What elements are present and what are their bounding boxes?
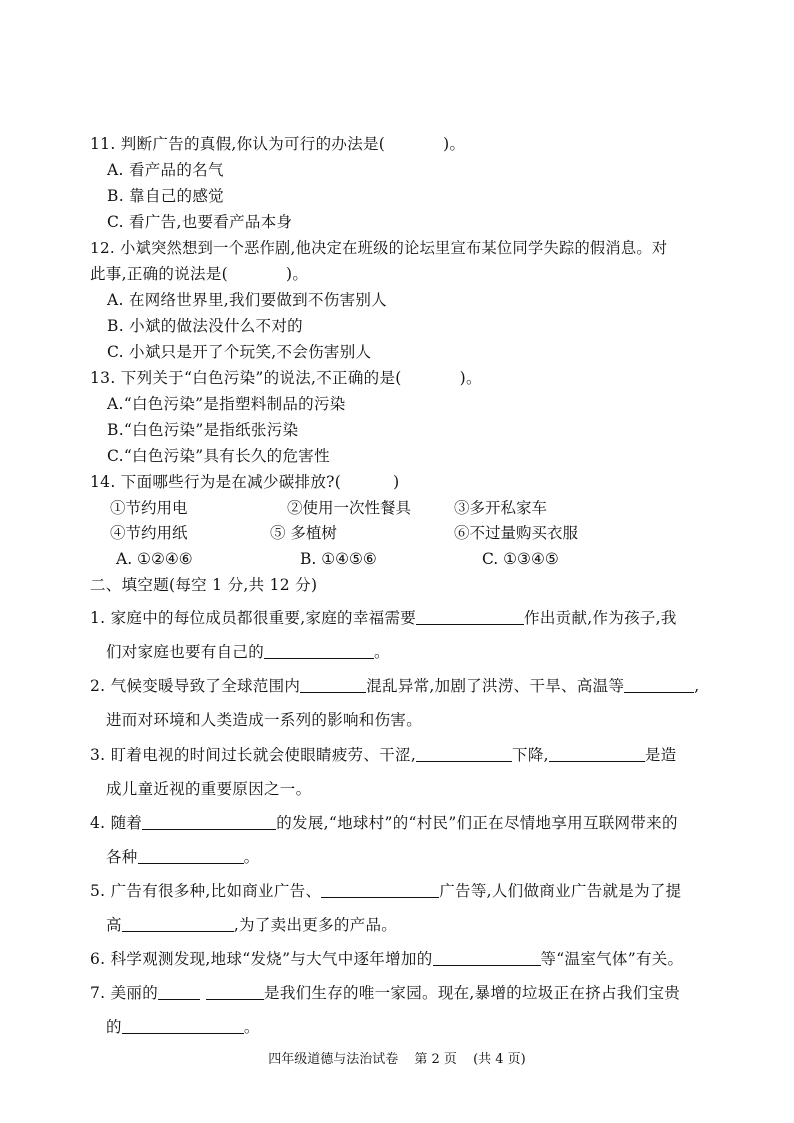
answer-blank[interactable] xyxy=(264,642,374,659)
q12-stem-close: )。 xyxy=(285,265,309,283)
fill-question-3-line1 xyxy=(90,744,676,766)
fill-question-6-line1 xyxy=(90,948,683,970)
q14-stem-text: 14. 下面哪些行为是在减少碳排放?( xyxy=(90,473,342,491)
q11-stem-close: )。 xyxy=(443,135,466,153)
q14-items-row-2 xyxy=(0,522,794,544)
fill-text: 5. 广告有很多种,比如商业广告、 xyxy=(90,882,322,900)
q12-option-a: A. 在网络世界里,我们要做到不伤害别人 xyxy=(107,291,387,309)
fill-text: , xyxy=(694,677,700,695)
q13-stem-text: 13. 下列关于“白色污染”的说法,不正确的是( xyxy=(90,369,402,387)
fill-text: 。 xyxy=(243,1018,260,1036)
q14-option-a: A. ①②④⑥ xyxy=(116,550,193,568)
answer-blank[interactable] xyxy=(321,881,439,898)
q12-stem-text: 此事,正确的说法是( xyxy=(90,265,228,283)
q14-item-2: ②使用一次性餐具 xyxy=(287,499,412,517)
fill-text: 3. 盯着电视的时间过长就会使眼睛疲劳、干涩, xyxy=(90,746,417,764)
answer-blank[interactable] xyxy=(624,676,694,693)
q13-option-a: A.“白色污染”是指塑料制品的污染 xyxy=(107,395,346,413)
page-footer xyxy=(0,1048,794,1067)
answer-blank[interactable] xyxy=(138,847,244,864)
fill-text: 各种 xyxy=(106,848,138,866)
answer-blank[interactable] xyxy=(142,813,276,830)
fill-text: 的发展,“地球村”的“村民”们正在尽情地享用互联网带来的 xyxy=(276,814,678,832)
q13-option-c: C.“白色污染”具有长久的危害性 xyxy=(107,447,330,465)
q12-option-b: B. 小斌的做法没什么不对的 xyxy=(107,317,303,335)
q14-item-5: ⑤ 多植树 xyxy=(270,524,337,542)
fill-question-4-line2 xyxy=(106,846,259,868)
q11-option-c: C. 看广告,也要看产品本身 xyxy=(107,213,293,231)
fill-text: 高 xyxy=(106,916,122,934)
fill-text: 1. 家庭中的每位成员都很重要,家庭的幸福需要 xyxy=(90,609,417,627)
q11-option-b: B. 靠自己的感觉 xyxy=(107,187,224,205)
fill-text: 们对家庭也要有自己的 xyxy=(106,643,265,661)
answer-blank[interactable] xyxy=(158,983,200,1000)
footer-page-number: 第 2 页 xyxy=(414,1052,457,1067)
footer-total-pages: (共 4 页) xyxy=(473,1052,526,1067)
fill-text: 是我们生存的唯一家园。现在,暴增的垃圾正在挤占我们宝贵 xyxy=(264,984,681,1002)
question-14-stem xyxy=(90,471,400,493)
q11-stem-text: 11. 判断广告的真假,你认为可行的办法是( xyxy=(90,135,386,153)
fill-question-2-line1 xyxy=(90,675,699,697)
fill-text: 下降, xyxy=(512,746,549,764)
footer-exam-title: 四年级道德与法治试卷 xyxy=(268,1052,399,1067)
q14-options-row xyxy=(0,548,794,570)
q14-item-3: ③多开私家车 xyxy=(454,499,548,517)
fill-question-1-line1 xyxy=(90,607,677,629)
question-13-stem xyxy=(90,367,482,389)
fill-text: 等“温室气体”有关。 xyxy=(540,950,684,968)
answer-blank[interactable] xyxy=(433,949,541,966)
fill-question-7-line2 xyxy=(106,1016,260,1038)
fill-question-7-line1 xyxy=(90,982,680,1004)
fill-question-1-line2 xyxy=(106,641,390,663)
answer-blank[interactable] xyxy=(300,676,366,693)
q14-item-4: ④节约用纸 xyxy=(110,524,188,542)
q11-option-a: A. 看产品的名气 xyxy=(107,161,224,179)
fill-text: 2. 气候变暖导致了全球范围内 xyxy=(90,677,301,695)
fill-text: 的 xyxy=(106,1018,122,1036)
fill-text: 。 xyxy=(374,643,390,661)
fill-question-5-line2 xyxy=(106,914,397,936)
q13-stem-close: )。 xyxy=(459,369,482,387)
answer-blank[interactable] xyxy=(549,745,645,762)
fill-question-5-line1 xyxy=(90,880,681,902)
fill-question-4-line1 xyxy=(90,812,678,834)
section-title-fill-in: 二、填空题(每空 1 分,共 12 分) xyxy=(90,576,318,594)
answer-blank[interactable] xyxy=(122,1017,244,1034)
fill-text: 6. 科学观测发现,地球“发烧”与大气中逐年增加的 xyxy=(90,950,433,968)
question-12-stem-line2 xyxy=(90,263,308,285)
answer-blank[interactable] xyxy=(122,915,234,932)
q12-option-c: C. 小斌只是开了个玩笑,不会伤害别人 xyxy=(107,343,372,361)
q14-stem-close: ) xyxy=(393,473,400,491)
q14-option-b: B. ①④⑤⑥ xyxy=(300,550,377,568)
answer-blank[interactable] xyxy=(416,608,524,625)
fill-text: 广告等,人们做商业广告就是为了提 xyxy=(439,882,682,900)
q14-item-1: ①节约用电 xyxy=(110,499,188,517)
fill-question-3-line2: 成儿童近视的重要原因之一。 xyxy=(106,780,312,798)
question-12-stem-line1: 12. 小斌突然想到一个恶作剧,他决定在班级的论坛里宣布某位同学失踪的假消息。对 xyxy=(90,239,668,257)
q13-option-b: B.“白色污染”是指纸张污染 xyxy=(107,421,299,439)
fill-text: ,为了卖出更多的产品。 xyxy=(233,916,398,934)
question-11-stem xyxy=(90,133,465,155)
fill-text: 7. 美丽的 xyxy=(90,984,159,1002)
fill-question-2-line2: 进而对环境和人类造成一系列的影响和伤害。 xyxy=(106,711,423,729)
answer-blank[interactable] xyxy=(206,983,264,1000)
fill-text: 混乱异常,加剧了洪涝、干旱、高温等 xyxy=(366,677,625,695)
q14-items-row-1 xyxy=(0,497,794,519)
fill-text: 作出贡献,作为孩子,我 xyxy=(524,609,677,627)
q14-item-6: ⑥不过量购买衣服 xyxy=(454,524,579,542)
q14-option-c: C. ①③④⑤ xyxy=(482,550,559,568)
fill-text: 。 xyxy=(243,848,260,866)
fill-text: 4. 随着 xyxy=(90,814,143,832)
answer-blank[interactable] xyxy=(416,745,512,762)
fill-text: 是造 xyxy=(644,746,677,764)
